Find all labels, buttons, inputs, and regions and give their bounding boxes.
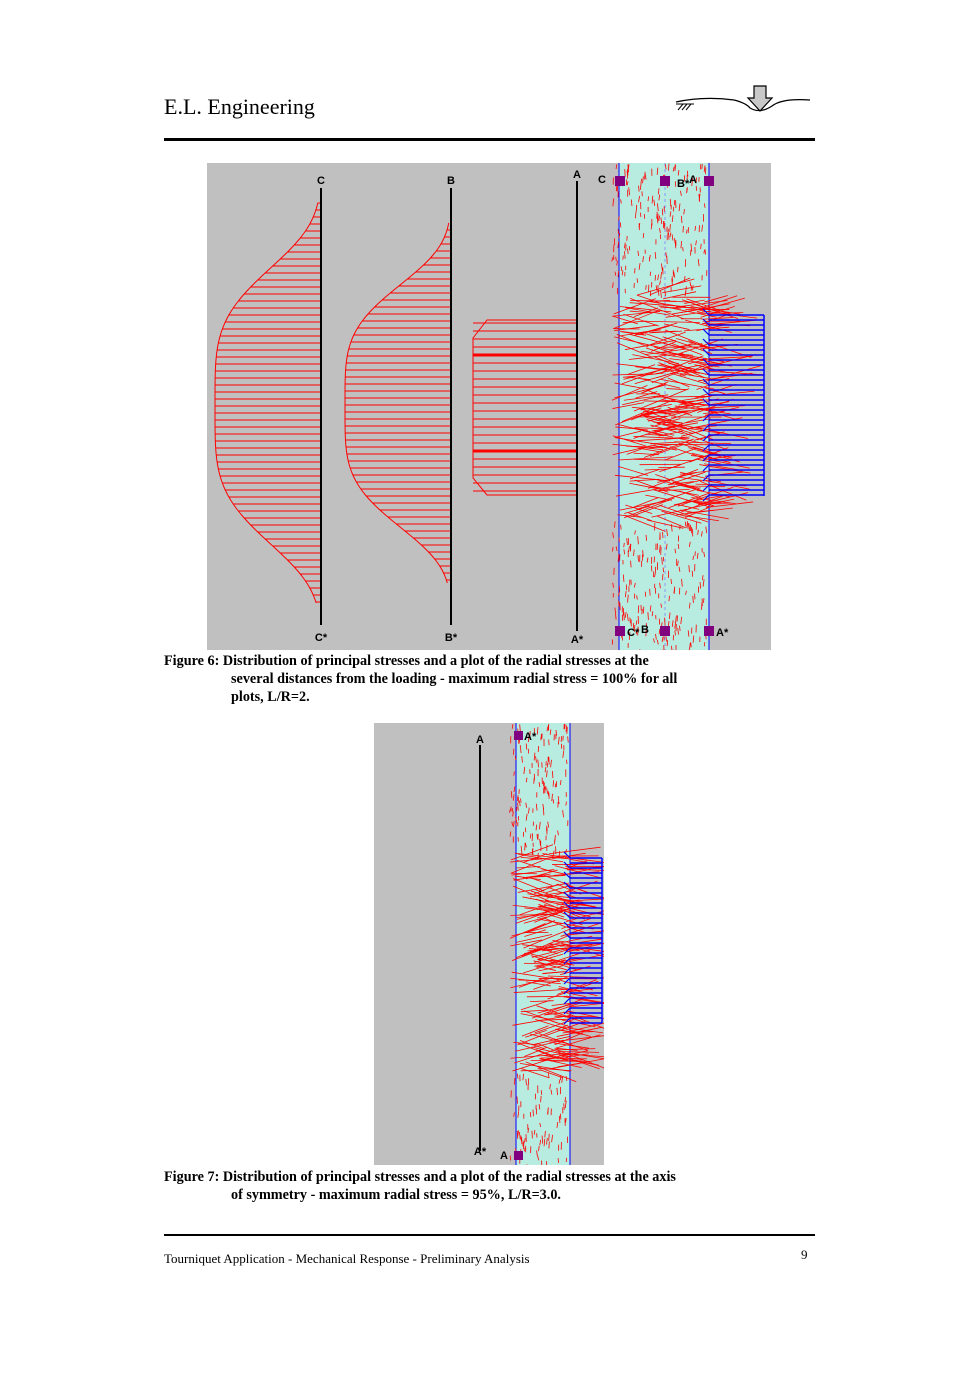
- section-label-a: A: [573, 169, 581, 181]
- document-header-title: E.L. Engineering: [164, 94, 315, 119]
- fig7-label-a-star-top: A*: [524, 731, 537, 743]
- footer-text: Tourniquet Application - Mechanical Response - Preliminary Analysis: [164, 1251, 530, 1266]
- strip-label-c-star: C*: [627, 627, 640, 639]
- fig7-label-a-bottom: A: [500, 1150, 508, 1162]
- header-rule: [164, 138, 815, 141]
- section-label-b-star: B*: [444, 632, 458, 644]
- fig7-label-a-star-bottom: A*: [473, 1146, 487, 1158]
- section-label-a-star: A*: [570, 634, 584, 646]
- company-logo: [674, 84, 814, 121]
- figure-7-caption: [164, 1168, 764, 1204]
- figure-6-caption-line-2: several distances from the loading - maximum radial stress = 100% for all: [231, 671, 678, 687]
- footer-rule: [164, 1234, 815, 1236]
- pressure-arrow-on-ground-icon: [674, 84, 814, 116]
- section-label-c-star: C*: [314, 632, 328, 644]
- figure-6-caption: [164, 652, 744, 706]
- figure-7-caption-line-1: Figure 7: Distribution of principal stresses and a plot of the radial stresses at the axis: [164, 1169, 676, 1185]
- figure-7-caption-line-2: of symmetry - maximum radial stress = 95%, L/R=3.0.: [231, 1187, 561, 1203]
- figure-6-caption-line-3: plots, L/R=2.: [231, 689, 310, 705]
- page-number: 9: [801, 1247, 808, 1262]
- figure-6-image: [207, 163, 771, 650]
- strip-label-a: A: [689, 174, 697, 186]
- figure-6-caption-line-1: Figure 6: Distribution of principal stresses and a plot of the radial stresses at the: [164, 653, 649, 669]
- strip-label-a-star: A*: [716, 627, 729, 639]
- section-label-b: B: [447, 175, 455, 187]
- strip-label-b-bottom: B: [641, 624, 649, 636]
- figure-7-image: [374, 723, 604, 1165]
- fig7-label-a: A: [476, 734, 484, 746]
- strip-label-c: C: [598, 174, 606, 186]
- section-label-c: C: [317, 175, 325, 187]
- strip-label-b-star: B*: [677, 178, 690, 190]
